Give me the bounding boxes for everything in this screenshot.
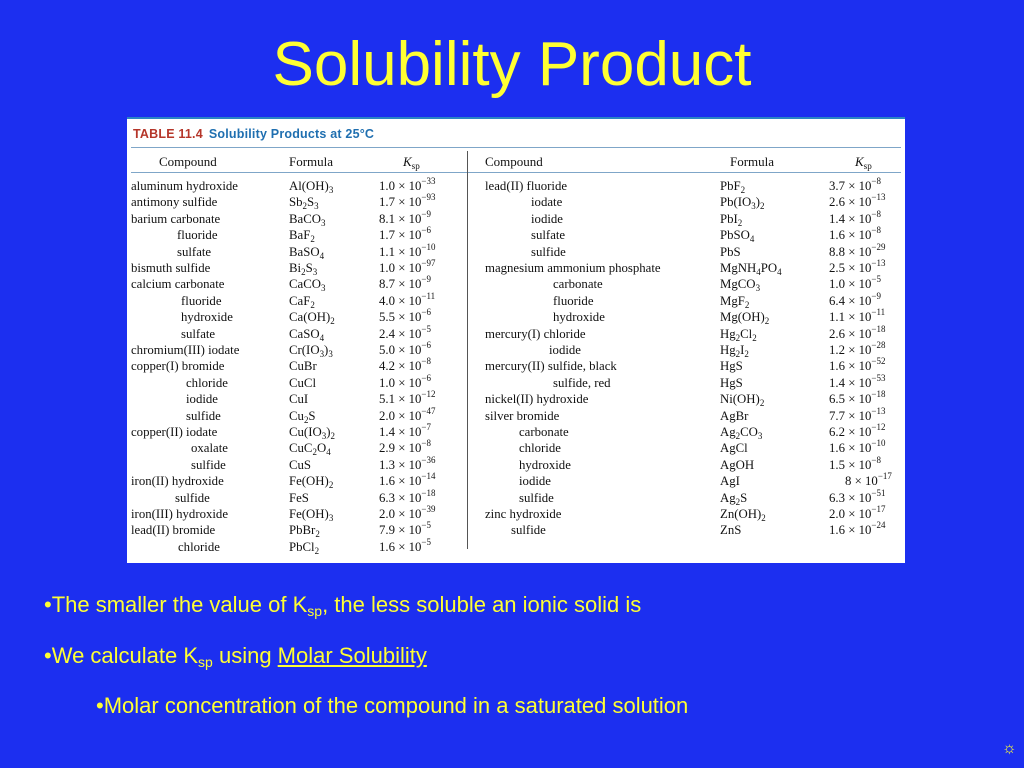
- compound-cell: chloride: [186, 375, 228, 390]
- compound-cell: lead(II) bromide: [131, 523, 216, 538]
- formula-cell: CuS: [289, 457, 312, 472]
- ksp-cell: $1.0 \times 10^{-97}$: [379, 258, 436, 275]
- formula-cell: $Zn(OH)_2$: [720, 507, 766, 523]
- compound-cell: carbonate: [519, 425, 569, 439]
- ksp-cell: $8.7 \times 10^{-9}$: [379, 274, 431, 292]
- formula-cell: CaCO$_3$: [289, 277, 326, 294]
- formula-cell: PbSO$_4$: [720, 228, 755, 245]
- compound-cell: fluoride: [177, 228, 218, 243]
- compound-cell: sulfide: [175, 490, 210, 505]
- ksp-cell: $1.3 \times 10^{-36}$: [379, 454, 436, 472]
- compound-cell: sulfate: [531, 228, 566, 243]
- compound-cell: chloride: [178, 539, 220, 554]
- formula-cell: $Fe(OH)_2$: [289, 474, 334, 491]
- header-formula-right: Formula: [730, 154, 775, 169]
- ksp-cell: $8.8 \times 10^{-29}$: [829, 241, 886, 259]
- compound-cell: hydroxide: [181, 310, 233, 325]
- ksp-cell: $4.0 \times 10^{-11}$: [379, 290, 436, 308]
- compound-cell: iodide: [519, 474, 551, 489]
- formula-cell: BaSO$_4$: [289, 244, 325, 261]
- formula-cell: MgCO$_3$: [720, 277, 761, 294]
- ksp-cell: $3.7 \times 10^{-8}$: [829, 176, 881, 193]
- compound-cell: hydroxide: [553, 310, 605, 325]
- formula-cell: $Cu_2S$: [289, 408, 316, 425]
- compound-cell: magnesium ammonium phosphate: [485, 261, 661, 275]
- formula-cell: CaF$_2$: [289, 293, 315, 310]
- compound-cell: fluoride: [553, 293, 594, 308]
- formula-cell: CaSO$_4$: [289, 326, 325, 343]
- header-formula-left: Formula: [289, 154, 334, 169]
- table-caption-text: Solubility Products at 25°C: [208, 127, 375, 141]
- compound-cell: mercury(I) chloride: [485, 326, 586, 341]
- compound-cell: iodide: [186, 392, 218, 407]
- compound-cell: sulfide: [186, 408, 221, 423]
- formula-cell: AgBr: [720, 408, 749, 423]
- ksp-cell: $1.4 \times 10^{-53}$: [829, 372, 886, 390]
- ksp-cell: $2.9 \times 10^{-8}$: [379, 438, 431, 456]
- formula-cell: $Hg_2I_2$: [720, 343, 749, 359]
- compound-cell: lead(II) fluoride: [485, 179, 568, 193]
- ksp-cell: $6.5 \times 10^{-18}$: [829, 389, 886, 407]
- ksp-cell: $1.0 \times 10^{-5}$: [829, 274, 881, 292]
- ksp-cell: $1.7 \times 10^{-6}$: [379, 225, 431, 243]
- compound-cell: nickel(II) hydroxide: [485, 392, 589, 407]
- formula-cell: $Cr(IO_3)_3$: [289, 343, 333, 359]
- formula-cell: $MgNH_4PO_4$: [720, 261, 782, 277]
- ksp-cell: $5.0 \times 10^{-6}$: [379, 340, 431, 357]
- compound-cell: oxalate: [191, 441, 228, 456]
- compound-cell: chromium(III) iodate: [131, 343, 240, 357]
- compound-cell: copper(II) iodate: [131, 425, 218, 439]
- molar-solubility-link[interactable]: Molar Solubility: [277, 643, 427, 668]
- table-number: TABLE 11.4: [133, 127, 203, 141]
- ksp-cell: $5.1 \times 10^{-12}$: [379, 389, 436, 407]
- ksp-cell: $2.0 \times 10^{-39}$: [379, 504, 436, 521]
- bullet-ksp-solubility: •The smaller the value of $K_{sp}$, the less soluble an ionic solid is: [44, 592, 642, 619]
- formula-cell: HgS: [720, 359, 743, 374]
- formula-cell: PbCl$_2$: [289, 539, 320, 556]
- slide-title: Solubility Product: [272, 30, 752, 99]
- compound-cell: copper(I) bromide: [131, 359, 225, 374]
- formula-cell: AgCl: [720, 441, 748, 456]
- ksp-cell: $1.6 \times 10^{-5}$: [379, 536, 431, 554]
- ksp-cell: $1.4 \times 10^{-8}$: [829, 208, 881, 226]
- compound-cell: zinc hydroxide: [485, 507, 562, 521]
- ksp-cell: $1.2 \times 10^{-28}$: [829, 340, 886, 357]
- ksp-cell: $1.4 \times 10^{-7}$: [379, 422, 431, 439]
- formula-cell: $Hg_2Cl_2$: [720, 326, 757, 343]
- formula-cell: $CuC_2O_4$: [289, 441, 331, 458]
- formula-cell: $Cu(IO_3)_2$: [289, 425, 335, 441]
- ksp-cell: $6.2 \times 10^{-12}$: [829, 422, 886, 439]
- ksp-cell: $6.3 \times 10^{-51}$: [829, 487, 886, 505]
- compound-cell: sulfide: [191, 457, 226, 472]
- formula-cell: $Mg(OH)_2$: [720, 310, 770, 327]
- compound-cell: calcium carbonate: [131, 277, 225, 292]
- formula-cell: AgI: [720, 474, 740, 489]
- compound-cell: sulfate: [177, 244, 212, 259]
- ksp-cell: $1.0 \times 10^{-33}$: [379, 176, 436, 193]
- formula-cell: CuCl: [289, 375, 317, 390]
- compound-cell: barium carbonate: [131, 211, 221, 226]
- ksp-cell: $8 \times 10^{-17}$: [845, 471, 892, 489]
- formula-cell: $Ag_2S$: [720, 490, 748, 507]
- ksp-cell: $2.5 \times 10^{-13}$: [829, 258, 886, 275]
- formula-cell: $Al(OH)_3$: [289, 179, 334, 195]
- sun-icon[interactable]: ☼: [1002, 740, 1017, 757]
- formula-cell: PbI$_2$: [720, 211, 743, 228]
- sub-bullet-molar-concentration: •Molar concentration of the compound in a saturated solution: [96, 693, 689, 718]
- header-compound-left: Compound: [159, 154, 217, 169]
- ksp-cell: $1.6 \times 10^{-52}$: [829, 356, 886, 374]
- compound-cell: iodide: [531, 211, 563, 226]
- compound-cell: iodate: [531, 195, 563, 210]
- compound-cell: iodide: [549, 343, 581, 357]
- formula-cell: BaF$_2$: [289, 228, 315, 245]
- formula-cell: $Ca(OH)_2$: [289, 310, 335, 327]
- formula-cell: $Bi_2S_3$: [289, 261, 318, 277]
- ksp-cell: $1.6 \times 10^{-24}$: [829, 520, 886, 538]
- formula-cell: PbBr$_2$: [289, 523, 320, 540]
- ksp-cell: $7.7 \times 10^{-13}$: [829, 405, 886, 423]
- compound-cell: iron(II) hydroxide: [131, 474, 224, 489]
- header-compound-right: Compound: [485, 154, 543, 169]
- header-ksp-right: $K_{sp}$: [855, 154, 872, 171]
- compound-cell: bismuth sulfide: [131, 261, 211, 275]
- ksp-cell: $1.0 \times 10^{-6}$: [379, 372, 431, 390]
- ksp-cell: $1.7 \times 10^{-93}$: [379, 192, 436, 210]
- ksp-cell: $1.1 \times 10^{-10}$: [379, 241, 436, 259]
- compound-cell: chloride: [519, 441, 561, 456]
- formula-cell: BaCO$_3$: [289, 211, 326, 228]
- ksp-cell: $6.4 \times 10^{-9}$: [829, 290, 881, 308]
- compound-cell: fluoride: [181, 293, 222, 308]
- formula-cell: CuI: [289, 392, 309, 407]
- formula-cell: $Pb(IO_3)_2$: [720, 195, 765, 212]
- compound-cell: iron(III) hydroxide: [131, 507, 229, 521]
- ksp-cell: $2.0 \times 10^{-17}$: [829, 504, 886, 521]
- ksp-cell: $8.1 \times 10^{-9}$: [379, 208, 431, 226]
- compound-cell: sulfate: [181, 326, 216, 341]
- formula-cell: PbF$_2$: [720, 179, 746, 195]
- ksp-cell: $2.0 \times 10^{-47}$: [379, 405, 436, 423]
- formula-cell: HgS: [720, 375, 743, 390]
- header-ksp-left: $K_{sp}$: [403, 154, 420, 171]
- formula-cell: $Fe(OH)_3$: [289, 507, 334, 523]
- ksp-cell: $1.6 \times 10^{-8}$: [829, 225, 881, 243]
- compound-cell: antimony sulfide: [131, 195, 218, 210]
- compound-cell: aluminum hydroxide: [131, 179, 238, 193]
- formula-cell: $Sb_2S_3$: [289, 195, 319, 212]
- ksp-cell: $7.9 \times 10^{-5}$: [379, 520, 431, 538]
- ksp-cell: $2.6 \times 10^{-18}$: [829, 323, 886, 341]
- bullet-calculate-ksp: •We calculate $K_{sp}$ using Molar Solubility: [44, 643, 427, 670]
- compound-cell: sulfide, red: [553, 375, 611, 390]
- formula-cell: $Ni(OH)_2$: [720, 392, 765, 409]
- compound-cell: hydroxide: [519, 457, 571, 472]
- formula-cell: ZnS: [720, 523, 742, 538]
- ksp-cell: $1.6 \times 10^{-14}$: [379, 471, 436, 489]
- compound-cell: sulfide: [519, 490, 554, 505]
- formula-cell: PbS: [720, 244, 741, 259]
- compound-cell: sulfide: [531, 244, 566, 259]
- formula-cell: CuBr: [289, 359, 317, 374]
- formula-cell: $Ag_2CO_3$: [720, 425, 763, 441]
- compound-cell: mercury(II) sulfide, black: [485, 359, 617, 374]
- compound-cell: silver bromide: [485, 408, 560, 423]
- ksp-cell: $1.1 \times 10^{-11}$: [829, 307, 886, 325]
- ksp-cell: $5.5 \times 10^{-6}$: [379, 307, 431, 325]
- formula-cell: MgF$_2$: [720, 293, 750, 310]
- ksp-cell: $1.6 \times 10^{-10}$: [829, 438, 886, 456]
- compound-cell: sulfide: [511, 523, 546, 538]
- ksp-cell: $4.2 \times 10^{-8}$: [379, 356, 431, 374]
- formula-cell: AgOH: [720, 457, 755, 472]
- ksp-cell: $1.5 \times 10^{-8}$: [829, 454, 881, 472]
- compound-cell: carbonate: [553, 277, 603, 292]
- ksp-cell: $2.4 \times 10^{-5}$: [379, 323, 431, 341]
- ksp-cell: $2.6 \times 10^{-13}$: [829, 192, 886, 210]
- formula-cell: FeS: [289, 490, 309, 505]
- ksp-cell: $6.3 \times 10^{-18}$: [379, 487, 436, 505]
